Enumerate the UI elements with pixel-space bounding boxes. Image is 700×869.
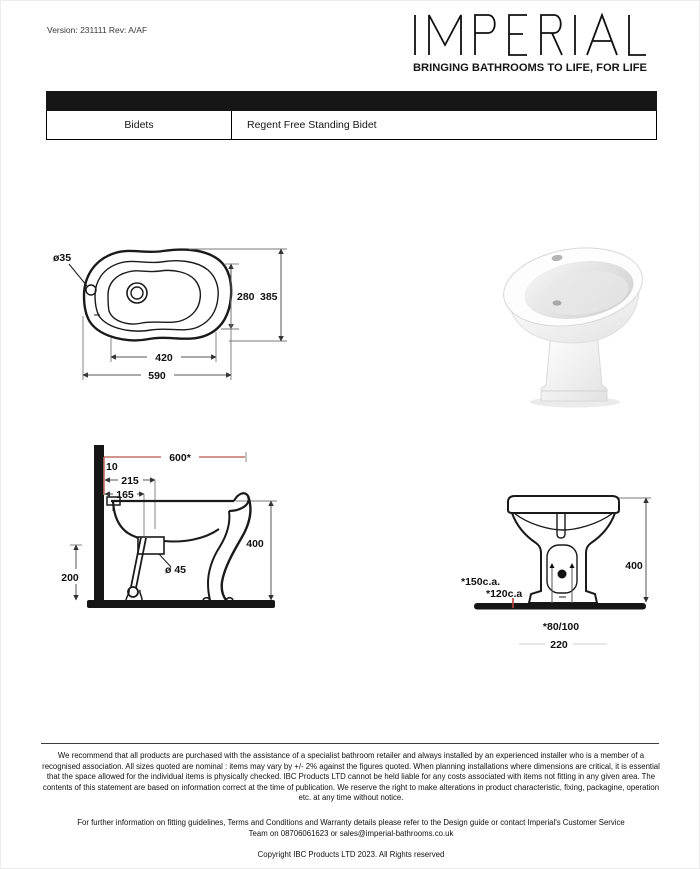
dim-wall-gap: 10 bbox=[106, 461, 118, 473]
category-cell: Bidets bbox=[47, 111, 232, 139]
dim-projection: 600* bbox=[169, 452, 191, 464]
note-120: *120c.a bbox=[486, 588, 523, 600]
table-header-bar bbox=[46, 91, 657, 111]
disclaimer-text: We recommend that all products are purchased with the assistance of a specialist bathroom retailer and always installed by an experienced installer who is a member of a recognised association. All sizes quoted are nominal : items may vary by +/- 2% against the figures quoted. When planning installations where dimensions are critical, it is essential that the space allowed for the individual items is physically checked. IBC Products LTD cannot be held liable for any costs associated with items not fitting in any given area. The contents of this statement are based on information correct at the time of publication. We reserve the right to make alterations in product characteristic, fixing, packagine, operation etc. at any time without notice. bbox=[42, 751, 660, 803]
side-view-drawing bbox=[41, 441, 321, 613]
product-table bbox=[46, 91, 657, 140]
front-view-dimensions bbox=[461, 498, 651, 651]
side-view-dimensions bbox=[56, 449, 277, 600]
drain-inner-icon bbox=[131, 287, 143, 299]
brand-tagline: BRINGING BATHROOMS TO LIFE, FOR LIFE bbox=[413, 62, 648, 74]
dim-height: 400 bbox=[625, 560, 643, 572]
dim-bowl-width: 280 bbox=[237, 291, 255, 303]
waste-outlet-icon bbox=[558, 570, 567, 579]
top-view-outline bbox=[69, 250, 231, 341]
version-label: Version: 231111 Rev: A/AF bbox=[47, 25, 148, 35]
tap-hole-icon bbox=[86, 285, 96, 295]
dim-outlet-dia: ø 45 bbox=[165, 564, 187, 576]
contact-text: For further information on fitting guidelines, Terms and Conditions and Warranty details please refer to the Design guide or contact Imperial's Customer Service Team on 08706061623 or sales@imperial-bathrooms.co.uk bbox=[77, 818, 625, 838]
floor-section bbox=[87, 600, 275, 608]
dim-height: 400 bbox=[246, 538, 264, 550]
product-name-cell: Regent Free Standing Bidet bbox=[247, 119, 377, 131]
dim-overall-length: 590 bbox=[148, 370, 166, 382]
dim-base-width: 220 bbox=[550, 639, 568, 651]
dim-overall-width: 385 bbox=[260, 291, 278, 303]
dim-200: 200 bbox=[61, 572, 79, 584]
dim-bowl-length: 420 bbox=[155, 352, 173, 364]
dim-fixing-centres: *80/100 bbox=[542, 621, 580, 633]
wall-section bbox=[94, 445, 104, 608]
copyright-text: Copyright IBC Products LTD 2023. All Rights reserved bbox=[257, 850, 445, 859]
drain-outer-icon bbox=[127, 283, 147, 303]
side-view-outline bbox=[107, 493, 250, 600]
sprayer-icon bbox=[553, 300, 562, 305]
product-photo bbox=[493, 233, 653, 408]
footer-divider bbox=[41, 743, 659, 744]
imperial-wordmark-icon bbox=[415, 15, 646, 55]
imperial-logo bbox=[411, 13, 649, 77]
dim-165: 165 bbox=[116, 489, 134, 501]
note-150: *150c.a. bbox=[461, 576, 501, 588]
top-view-drawing bbox=[41, 236, 321, 391]
front-view-outline bbox=[508, 496, 619, 607]
front-view-drawing bbox=[451, 481, 681, 653]
floor-section bbox=[474, 603, 646, 610]
dim-tap-hole: ø35 bbox=[53, 252, 72, 264]
dim-215: 215 bbox=[121, 475, 139, 487]
product-row bbox=[46, 111, 657, 140]
